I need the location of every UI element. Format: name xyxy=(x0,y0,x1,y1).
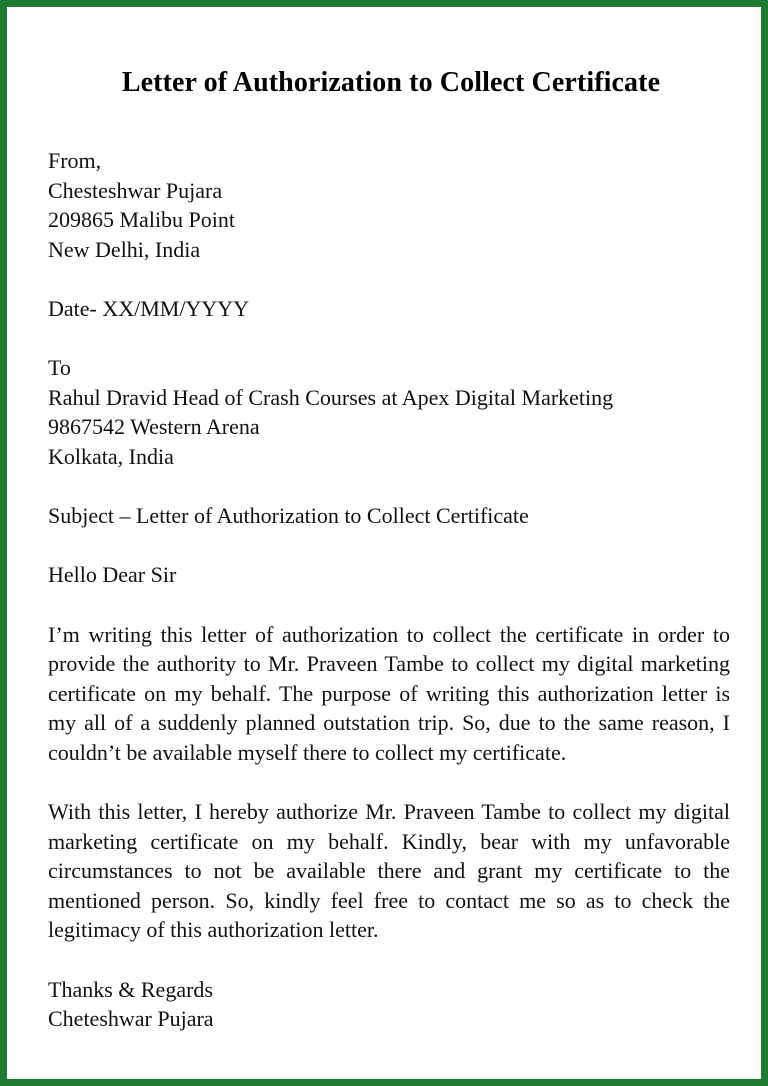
to-label: To xyxy=(48,355,71,381)
signature-name: Cheteshwar Pujara xyxy=(48,1006,214,1032)
letter-subject: Subject – Letter of Authorization to Collect Certificate xyxy=(48,503,529,529)
spacer xyxy=(48,590,730,620)
valediction: Thanks & Regards xyxy=(48,976,213,1002)
closing-block xyxy=(48,975,730,1034)
recipient-address-line1: 9867542 Western Arena xyxy=(48,414,260,440)
recipient-block xyxy=(48,353,730,471)
salutation: Hello Dear Sir xyxy=(48,562,177,588)
letter-content xyxy=(48,146,730,1034)
sender-name: Chesteshwar Pujara xyxy=(48,177,223,203)
recipient-address-line2: Kolkata, India xyxy=(48,443,174,469)
from-label: From, xyxy=(48,148,102,173)
sender-address-line1: 209865 Malibu Point xyxy=(48,207,236,233)
spacer xyxy=(48,324,730,354)
body-paragraph-2: With this letter, I hereby authorize Mr. Praveen Tambe to collect my digital marketing certificate on my behalf. Kindly, bear with my unfavorable circumstances to not be available there and grant my certificate to the mentioned person. So, kindly feel free to contact me so as to check the legitimacy of this authorization letter. xyxy=(48,799,730,943)
body-paragraph-1: I’m writing this letter of authorization to collect the certificate in order to provide the authority to Mr. Praveen Tambe to collect my digital marketing certificate on my behalf. The purpose of writing this authorization letter is my all of a suddenly planned outstation trip. So, due to the same reason, I couldn’t be available myself there to collect my certificate. xyxy=(48,621,730,765)
spacer xyxy=(48,531,730,561)
letter-title: Letter of Authorization to Collect Certificate xyxy=(121,67,661,98)
sender-address-line2: New Delhi, India xyxy=(48,236,201,262)
spacer xyxy=(48,472,730,502)
sender-block xyxy=(48,146,730,264)
spacer xyxy=(48,945,730,975)
recipient-name: Rahul Dravid Head of Crash Courses at Apex Digital Marketing xyxy=(48,384,614,410)
letter-date: Date- XX/MM/YYYY xyxy=(48,295,250,321)
spacer xyxy=(48,264,730,294)
spacer xyxy=(48,767,730,797)
